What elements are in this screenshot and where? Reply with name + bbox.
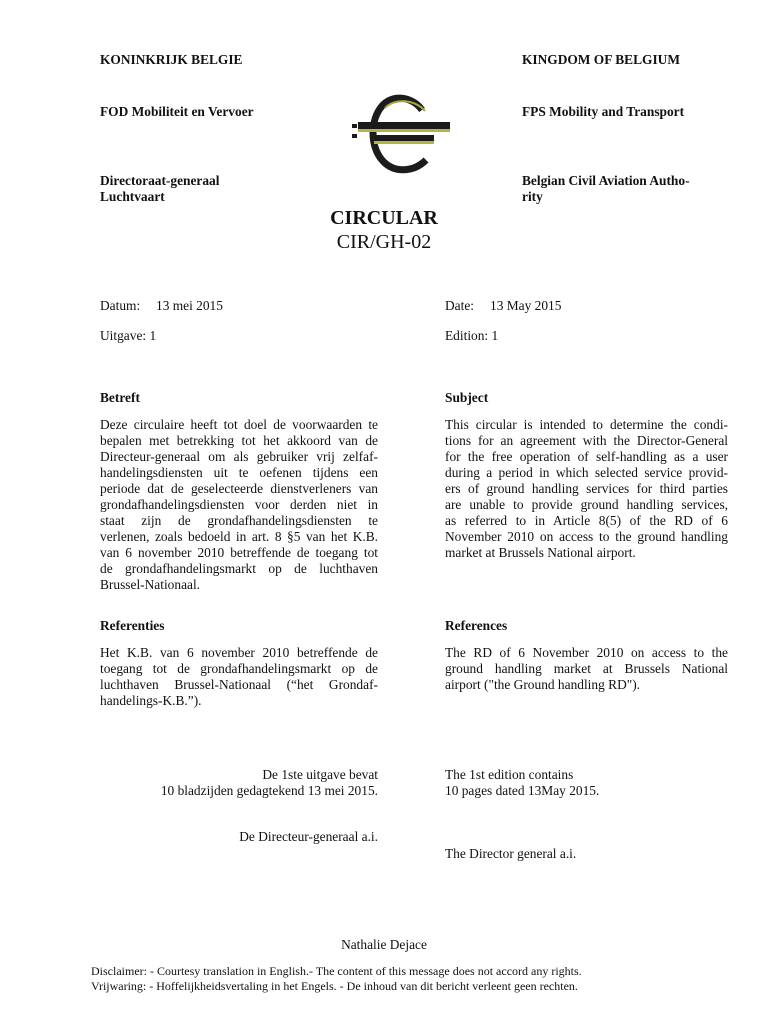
en-subject-line: are unable to provide ground handling services, [445, 497, 728, 512]
nl-subject-line: staat zijn de grondafhandelingsdiensten te [100, 513, 378, 528]
en-subject-line: as referred to in Article 8(5) of the RD of 6 [445, 513, 728, 528]
en-fps-name: FPS Mobility and Transport [522, 104, 685, 119]
nl-subject-line: bepalen met betrekking tot het akkoord van de [100, 433, 378, 448]
nl-reference-line: toegang tot de grondafhandelingsmarkt op de [100, 661, 378, 676]
signatory-name: Nathalie Dejace [341, 937, 427, 952]
en-reference-line: ground handling market at Brussels National [445, 661, 728, 676]
nl-subject-heading: Betreft [100, 390, 140, 405]
en-authority-line2: rity [522, 189, 543, 204]
nl-reference-line: handelings-K.B.”). [100, 693, 202, 708]
nl-country-heading: KONINKRIJK BELGIE [100, 52, 243, 67]
en-subject-heading: Subject [445, 390, 489, 405]
nl-subject-body [100, 417, 378, 593]
nl-subject-line: van 6 november 2010 betreffende de toegang tot [100, 545, 378, 560]
en-reference-line: The RD of 6 November 2010 on access to the [445, 645, 728, 660]
en-references-body [445, 645, 728, 693]
en-references-heading: References [445, 618, 508, 633]
disclaimer-en: Disclaimer: - Courtesy translation in English.- The content of this message does not accord any rights. [91, 964, 582, 978]
en-edition-info-line2: 10 pages dated 13May 2015. [445, 783, 600, 798]
en-subject-line: during a period in which selected service provid- [445, 465, 728, 480]
en-authority [522, 173, 728, 205]
en-subject-line: tions for an agreement with the Director-General [445, 433, 728, 448]
nl-signatory-title: De Directeur-generaal a.i. [239, 829, 378, 844]
nl-fod-name: FOD Mobiliteit en Vervoer [100, 104, 254, 119]
document-type-title: CIRCULAR [330, 207, 438, 229]
nl-date-value: 13 mei 2015 [156, 298, 223, 313]
en-subject-line: market at Brussels National airport. [445, 545, 636, 560]
nl-subject-line: Deze circulaire heeft tot doel de voorwaarden te [100, 417, 378, 432]
nl-subject-line: periode dat de geselecteerde dienstverleners van [100, 481, 378, 496]
en-edition-info [445, 767, 728, 799]
nl-subject-line: verlenen, zoals bedoeld in art. 8 §5 van het K.B. [100, 529, 378, 544]
nl-edition-info-line2: 10 bladzijden gedagtekend 13 mei 2015. [160, 783, 378, 798]
en-edition-info-line1: The 1st edition contains [445, 767, 574, 782]
en-reference-line: airport ("the Ground handling RD"). [445, 677, 641, 692]
nl-subject-line: handelingsdiensten uit te oefenen tijdens een [100, 465, 378, 480]
disclaimer-nl: Vrijwaring: - Hoffelijkheidsvertaling in het Engels. - De inhoud van dit bericht verleent geen rechten. [91, 978, 578, 993]
nl-directorate [100, 173, 219, 205]
nl-date-label: Datum: [100, 298, 141, 313]
nl-references-body [100, 645, 378, 709]
nl-subject-line: grondafhandelingsdiensten voor derden niet in [100, 497, 378, 512]
en-subject-line: for the free operation of self-handling as a user [445, 449, 728, 464]
en-subject-line: ers of ground handling services for third parties [445, 481, 728, 496]
en-authority-line1: Belgian Civil Aviation Autho- [522, 173, 690, 188]
nl-references-heading: Referenties [100, 618, 165, 633]
en-date-label: Date: [445, 298, 474, 313]
nl-subject-line: Brussel-Nationaal. [100, 577, 201, 592]
nl-edition: Uitgave: 1 [100, 328, 157, 343]
nl-subject-line: Directeur-generaal om als gebruiker vrij zelfaf- [100, 449, 378, 464]
nl-reference-line: luchthaven Brussel-Nationaal (“het Grondaf- [100, 677, 378, 692]
disclaimer [91, 964, 582, 993]
en-country-heading: KINGDOM OF BELGIUM [522, 52, 680, 67]
en-signatory-title: The Director general a.i. [445, 846, 577, 861]
en-edition: Edition: 1 [445, 328, 499, 343]
belgian-federal-logo-icon [352, 84, 452, 184]
en-subject-body [445, 417, 728, 561]
document-code: CIR/GH-02 [336, 231, 432, 253]
nl-subject-line: de grondafhandelingsmarkt op de luchthaven [100, 561, 378, 576]
en-date-value: 13 May 2015 [490, 298, 562, 313]
en-subject-line: November 2010 on access to the ground handling [445, 529, 728, 544]
nl-edition-info-line1: De 1ste uitgave bevat [262, 767, 378, 782]
nl-edition-info [100, 767, 378, 799]
nl-reference-line: Het K.B. van 6 november 2010 betreffende de [100, 645, 378, 660]
en-subject-line: This circular is intended to determine the condi- [445, 417, 728, 432]
nl-directorate-line2: Luchtvaart [100, 189, 165, 204]
nl-directorate-line1: Directoraat-generaal [100, 173, 220, 188]
